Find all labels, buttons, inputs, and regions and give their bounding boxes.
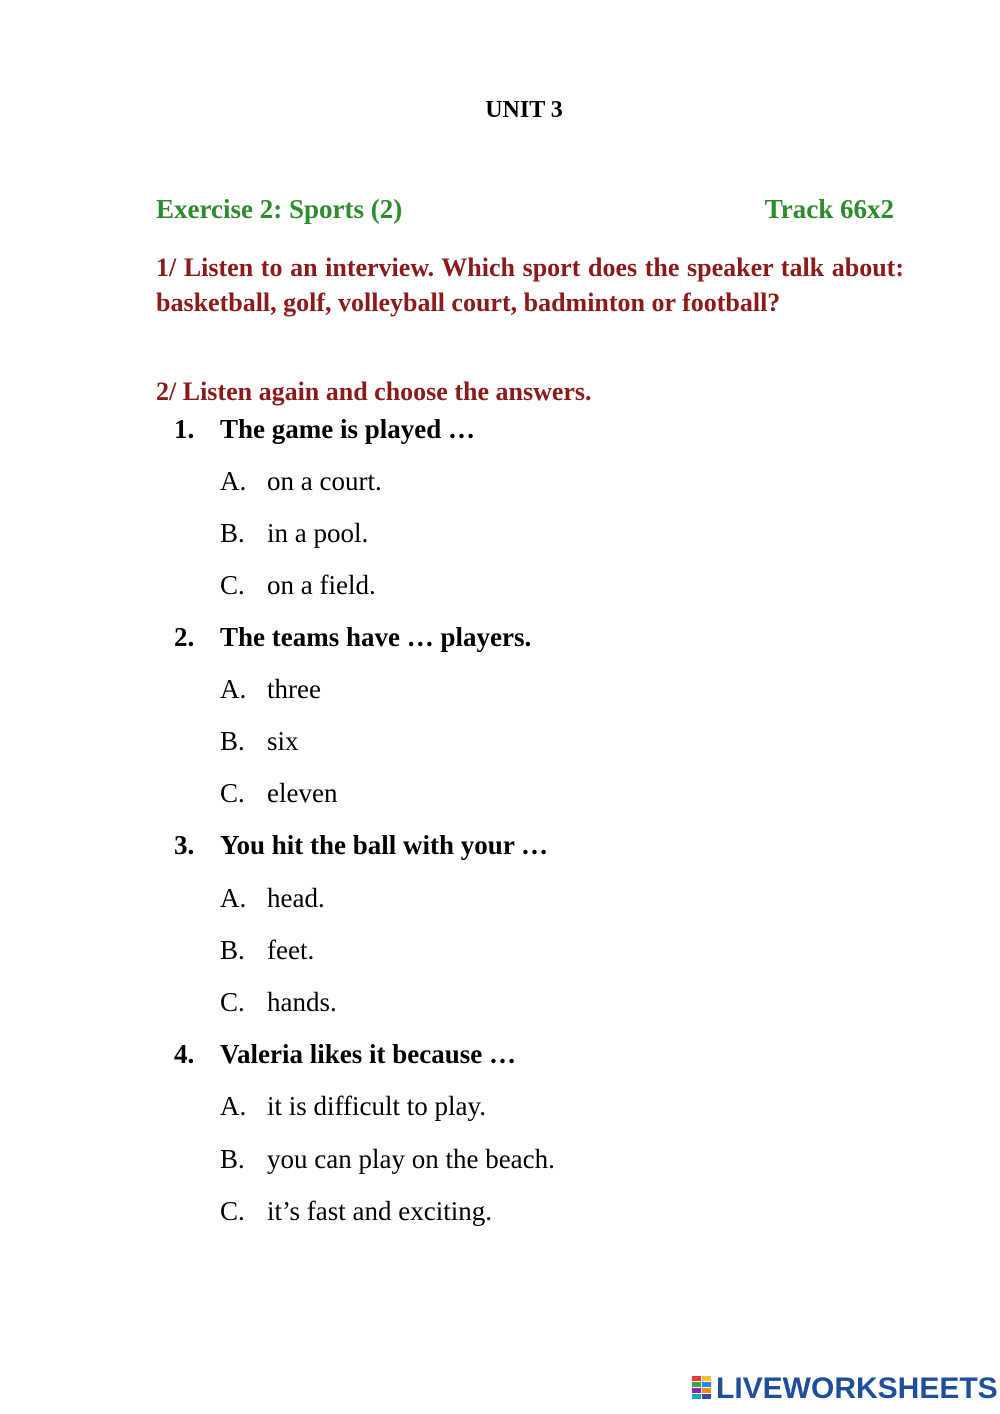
- question-text: The teams have … players.: [220, 622, 532, 652]
- question-3-option-b[interactable]: [220, 935, 314, 966]
- option-letter: C.: [220, 570, 245, 600]
- exercise-header: [156, 194, 894, 225]
- question-text: Valeria likes it because …: [220, 1039, 516, 1069]
- liveworksheets-logo-icon: [692, 1376, 712, 1402]
- question-2-option-b[interactable]: [220, 726, 299, 757]
- question-1-option-a[interactable]: [220, 466, 382, 497]
- option-letter: C.: [220, 778, 245, 808]
- option-text: you can play on the beach.: [267, 1144, 555, 1174]
- option-text: on a court.: [267, 466, 382, 496]
- question-4: [174, 1039, 516, 1070]
- question-1-option-c[interactable]: [220, 570, 376, 601]
- option-letter: A.: [220, 466, 247, 496]
- question-2: [174, 622, 531, 653]
- option-letter: B.: [220, 518, 245, 548]
- option-text: feet.: [267, 935, 315, 965]
- track-label: Track 66x2: [764, 194, 894, 224]
- question-number: 3.: [174, 830, 195, 860]
- question-1-option-b[interactable]: [220, 518, 368, 549]
- option-text: three: [267, 674, 321, 704]
- question-number: 2.: [174, 622, 195, 652]
- option-text: on a field.: [267, 570, 376, 600]
- option-text: six: [267, 726, 299, 756]
- question-2-option-c[interactable]: [220, 778, 337, 809]
- exercise-title: Exercise 2: Sports (2): [156, 194, 403, 224]
- option-text: it’s fast and exciting.: [267, 1196, 492, 1226]
- question-text: The game is played …: [220, 414, 476, 444]
- option-text: head.: [267, 883, 325, 913]
- option-letter: A.: [220, 674, 247, 704]
- brand-text: LIVEWORKSHEETS: [716, 1372, 998, 1405]
- option-text: it is difficult to play.: [267, 1091, 486, 1121]
- option-letter: A.: [220, 883, 247, 913]
- question-1: [174, 414, 475, 445]
- option-letter: B.: [220, 935, 245, 965]
- question-3-option-c[interactable]: [220, 987, 337, 1018]
- unit-title: UNIT 3: [485, 97, 563, 123]
- question-4-option-a[interactable]: [220, 1091, 486, 1122]
- liveworksheets-brand[interactable]: [692, 1372, 998, 1406]
- question-4-option-b[interactable]: [220, 1144, 555, 1175]
- option-letter: B.: [220, 1144, 245, 1174]
- question-2-option-a[interactable]: [220, 674, 321, 705]
- question-number: 4.: [174, 1039, 195, 1069]
- question-text: You hit the ball with your …: [220, 830, 549, 860]
- question-3: [174, 830, 548, 861]
- option-text: eleven: [267, 778, 338, 808]
- option-letter: A.: [220, 1091, 247, 1121]
- option-text: hands.: [267, 987, 337, 1017]
- option-letter: B.: [220, 726, 245, 756]
- option-letter: C.: [220, 1196, 245, 1226]
- option-letter: C.: [220, 987, 245, 1017]
- question-4-option-c[interactable]: [220, 1196, 492, 1227]
- instruction-2: 2/ Listen again and choose the answers.: [156, 377, 592, 406]
- question-3-option-a[interactable]: [220, 883, 325, 914]
- option-text: in a pool.: [267, 518, 369, 548]
- question-number: 1.: [174, 414, 195, 444]
- instruction-1: 1/ Listen to an interview. Which sport does the speaker talk about: basketball, golf, volleyball court, badminton or football?: [156, 253, 904, 317]
